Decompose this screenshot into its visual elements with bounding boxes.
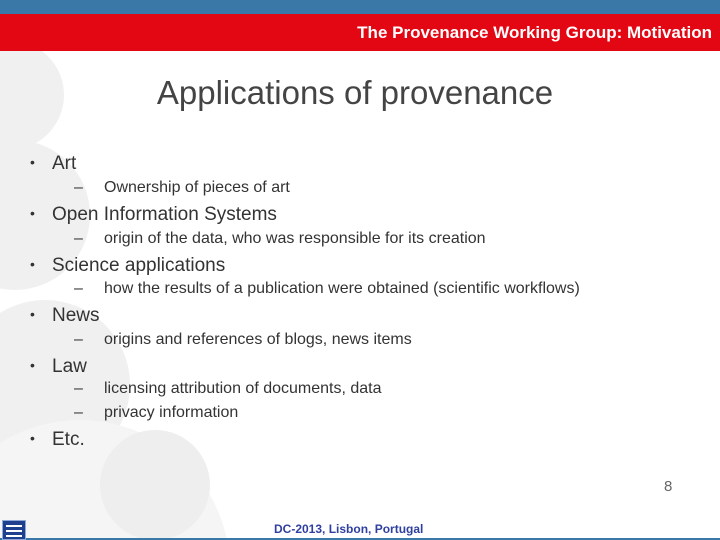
sub-label: how the results of a publication were obtained (scientific workflows) — [104, 280, 580, 297]
bullet-label: Etc. — [52, 429, 85, 450]
sub-dash: – — [74, 230, 83, 247]
sub-label: licensing attribution of documents, data — [104, 380, 382, 397]
sub-dash: – — [74, 331, 83, 348]
sub-label: origin of the data, who was responsible for its creation — [104, 230, 486, 247]
logo-stripe — [6, 535, 22, 537]
logo-stripe — [6, 525, 22, 527]
bullet-label: News — [52, 305, 100, 326]
sub-dash: – — [74, 280, 83, 297]
bullet-dot: • — [30, 357, 35, 373]
header-banner — [0, 14, 720, 51]
bullet-label: Law — [52, 356, 87, 377]
bullet-label: Art — [52, 153, 77, 174]
sub-item — [74, 380, 382, 398]
bullet-label: Science applications — [52, 255, 226, 276]
sub-label: Ownership of pieces of art — [104, 179, 290, 196]
sub-label: privacy information — [104, 404, 239, 421]
bullet-item — [30, 153, 76, 175]
footer-conference-text: DC-2013, Lisbon, Portugal — [274, 522, 424, 536]
bullet-item — [30, 305, 100, 327]
sub-dash: – — [74, 380, 83, 397]
sub-item — [74, 179, 290, 197]
sub-dash: – — [74, 179, 83, 196]
bullet-item — [30, 204, 277, 226]
page-number: 8 — [664, 478, 673, 495]
bullet-dot: • — [30, 256, 35, 272]
sub-item — [74, 280, 580, 298]
sub-item — [74, 331, 412, 349]
institution-logo — [2, 520, 26, 540]
bullet-item — [30, 356, 87, 378]
bullet-item — [30, 255, 225, 277]
top-accent-strip — [0, 0, 720, 14]
bullet-dot: • — [30, 205, 35, 221]
sub-item — [74, 404, 238, 422]
bullet-dot: • — [30, 306, 35, 322]
bullet-item — [30, 429, 85, 451]
sub-item — [74, 230, 486, 248]
background-circle — [100, 430, 210, 540]
slide-title: Applications of provenance — [156, 74, 554, 111]
sub-label: origins and references of blogs, news items — [104, 331, 412, 348]
bullet-dot: • — [30, 154, 35, 170]
sub-dash: – — [74, 404, 83, 421]
logo-stripe — [6, 530, 22, 532]
banner-title: The Provenance Working Group: Motivation — [357, 23, 712, 42]
bullet-dot: • — [30, 430, 35, 446]
bullet-label: Open Information Systems — [52, 204, 277, 225]
